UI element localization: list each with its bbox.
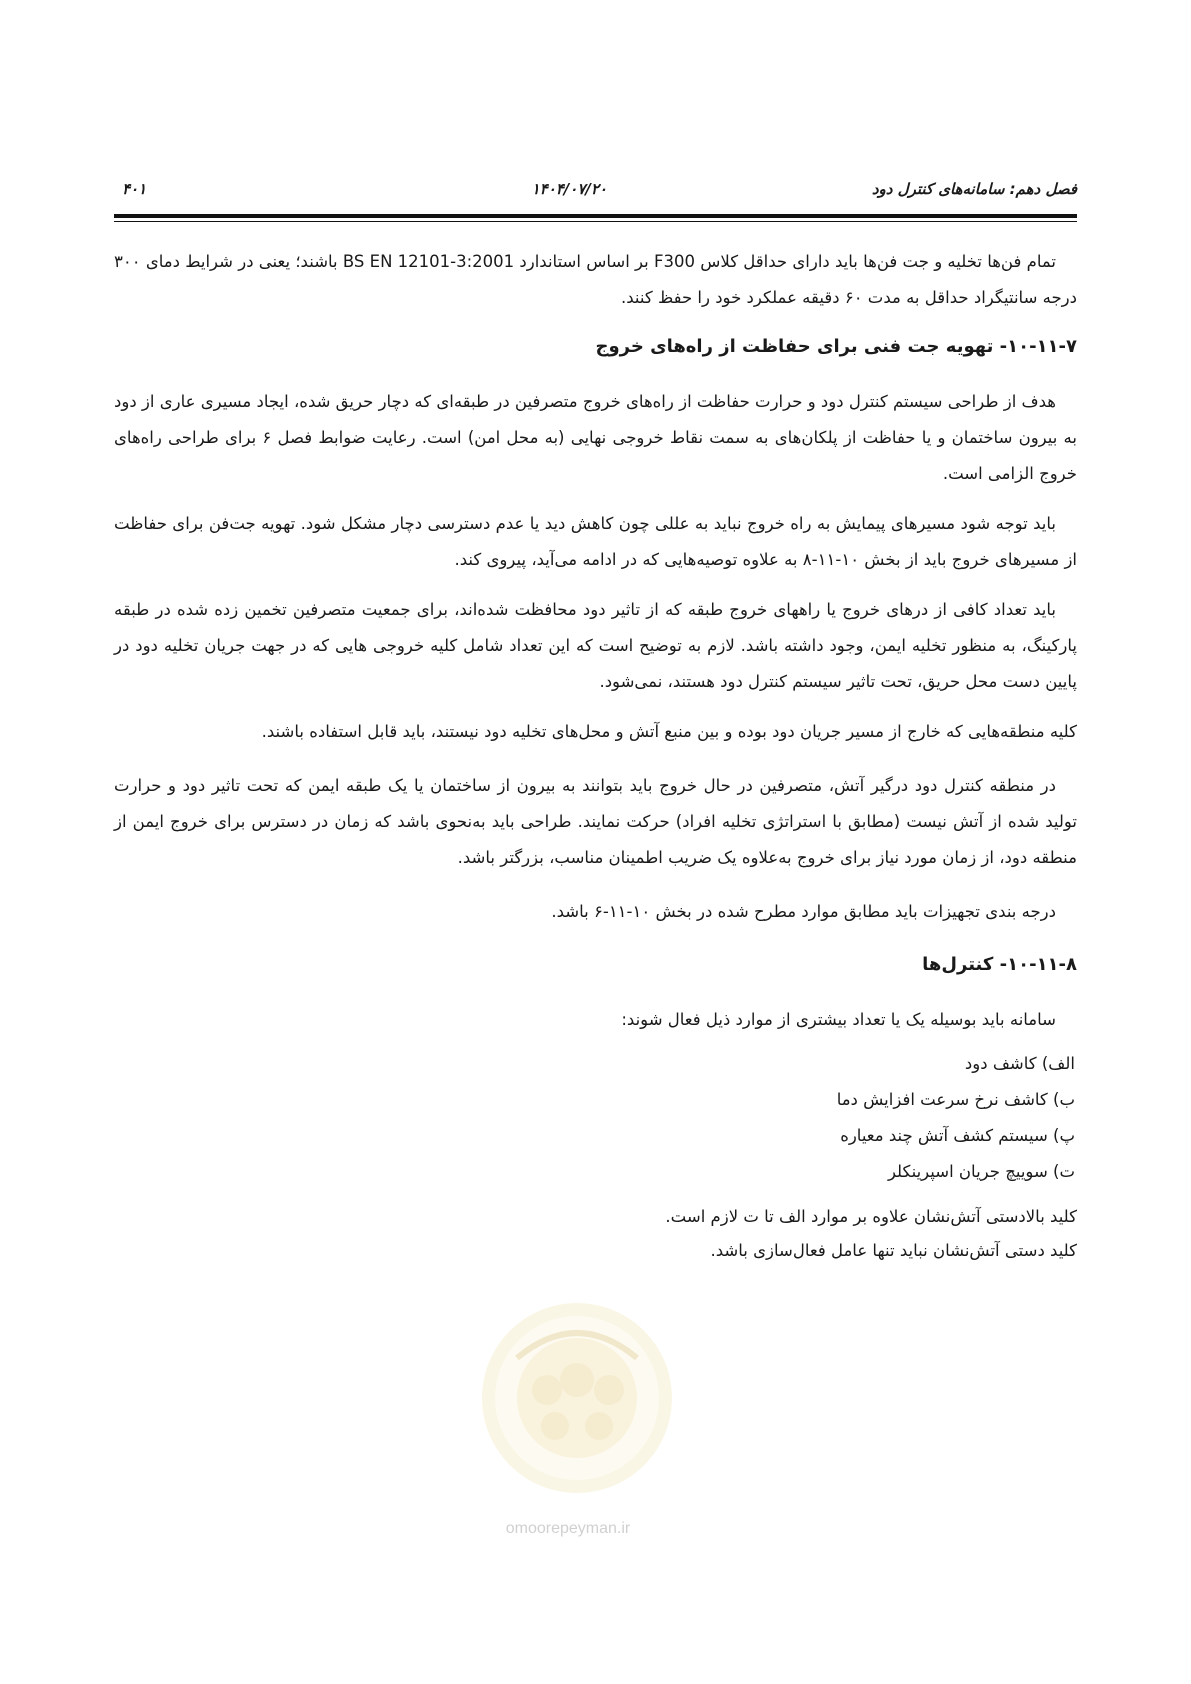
header-rule-thin [114, 221, 1077, 222]
paragraph-activation: سامانه باید بوسیله یک یا تعداد بیشتری از موارد ذیل فعال شوند: [621, 1010, 1056, 1029]
activation-list [114, 1046, 1077, 1190]
paragraph-manual-key: کلید دستی آتش‌نشان نباید تنها عامل فعال‌سازی باشد. [710, 1241, 1077, 1260]
page-number: ۴۰۱ [122, 180, 147, 198]
header-rule-thick [114, 214, 1077, 218]
section-heading-controls: ۱۰-۱۱-۸- کنترل‌ها [922, 954, 1077, 975]
page-header [114, 180, 1077, 204]
paragraph-firefighter-key: کلید بالادستی آتش‌نشان علاوه بر موارد الف تا ت لازم است. [665, 1207, 1077, 1226]
watermark-url: omoorepeyman.ir [505, 1520, 631, 1537]
paragraph-fan-class: تمام فن‌ها تخلیه و جت فن‌ها باید دارای حداقل کلاس F300 بر اساس استاندارد BS EN 12101-3:2001 باشند؛ یعنی در شرایط دمای ۳۰۰ درجه سانتیگراد حداقل به مدت ۶۰ دقیقه عملکرد خود را حفظ کنند. [114, 252, 1077, 307]
list-item: ت) سوییچ جریان اسپرینکلر [887, 1162, 1075, 1181]
paragraph-smoke-zone-exit: در منطقه کنترل دود درگیر آتش، متصرفین در حال خروج باید بتوانند به بیرون از ساختمان یا یک طبقه ایمن که تحت تاثیر دود و حرارت تولید شده از آتش نیست (مطابق با استراتژی تخلیه افراد) حرکت نمایند. طراحی باید به‌نحوی باشد که زمان در دسترس برای خروج ایمن از منطقه دود، از زمان مورد نیاز برای خروج به‌علاوه یک ضریب اطمینان مناسب، بزرگتر باشد. [114, 776, 1077, 867]
watermark-logo [477, 1298, 677, 1553]
paragraph-design-goal: هدف از طراحی سیستم کنترل دود و حرارت حفاظت از راه‌های خروج متصرفین در طبقه‌ای که دچار حریق شده، ایجاد مسیری عاری از دود به بیرون ساختمان و یا حفاظت از پلکان‌های به سمت نقاط خروجی نهایی (به محل امن) است. رعایت ضوابط فصل ۶ برای طراحی راه‌های خروج الزامی است. [114, 392, 1077, 483]
header-date: ۱۴۰۴/۰۷/۲۰ [531, 180, 607, 198]
paragraph-exit-doors: باید تعداد کافی از درهای خروج یا راههای خروج طبقه که از تاثیر دود محافظت شده‌اند، برای جمعیت متصرفین تخمین زده شده در طبقه پارکینگ، به منظور تخلیه ایمن، وجود داشته باشد. لازم به توضیح است که این تعداد شامل کلیه خروجی هایی که در جهت جریان تخلیه دود در پایین دست محل حریق، تحت تاثیر سیستم کنترل دود هستند، نمی‌شود. [114, 600, 1077, 691]
paragraph-equipment-rating: درجه بندی تجهیزات باید مطابق موارد مطرح شده در بخش ۱۰-۱۱-۶ باشد. [551, 902, 1056, 921]
paragraph-travel-paths: باید توجه شود مسیرهای پیمایش به راه خروج نباید به عللی چون کاهش دید یا عدم دسترسی دچار مشکل شود. تهویه جت‌فن برای حفاظت از مسیرهای خروج باید از بخش ۱۰-۱۱-۸ به علاوه توصیه‌هایی که در ادامه می‌آید، پیروی کند. [114, 514, 1077, 569]
paragraph-usable-zones: کلیه منطقه‌هایی که خارج از مسیر جریان دود بوده و بین منبع آتش و محل‌های تخلیه دود نیستند، باید قابل استفاده باشند. [261, 722, 1077, 741]
list-item: الف) کاشف دود [964, 1054, 1075, 1073]
main-content [114, 244, 1077, 1268]
list-item: پ) سیستم کشف آتش چند معیاره [840, 1126, 1075, 1145]
list-item: ب) کاشف نرخ سرعت افزایش دما [836, 1090, 1075, 1109]
section-heading-jet-fan-ventilation: ۱۰-۱۱-۷- تهویه جت فنی برای حفاظت از راه‌های خروج [595, 336, 1077, 357]
chapter-title: فصل دهم: سامانه‌های کنترل دود [871, 180, 1077, 198]
